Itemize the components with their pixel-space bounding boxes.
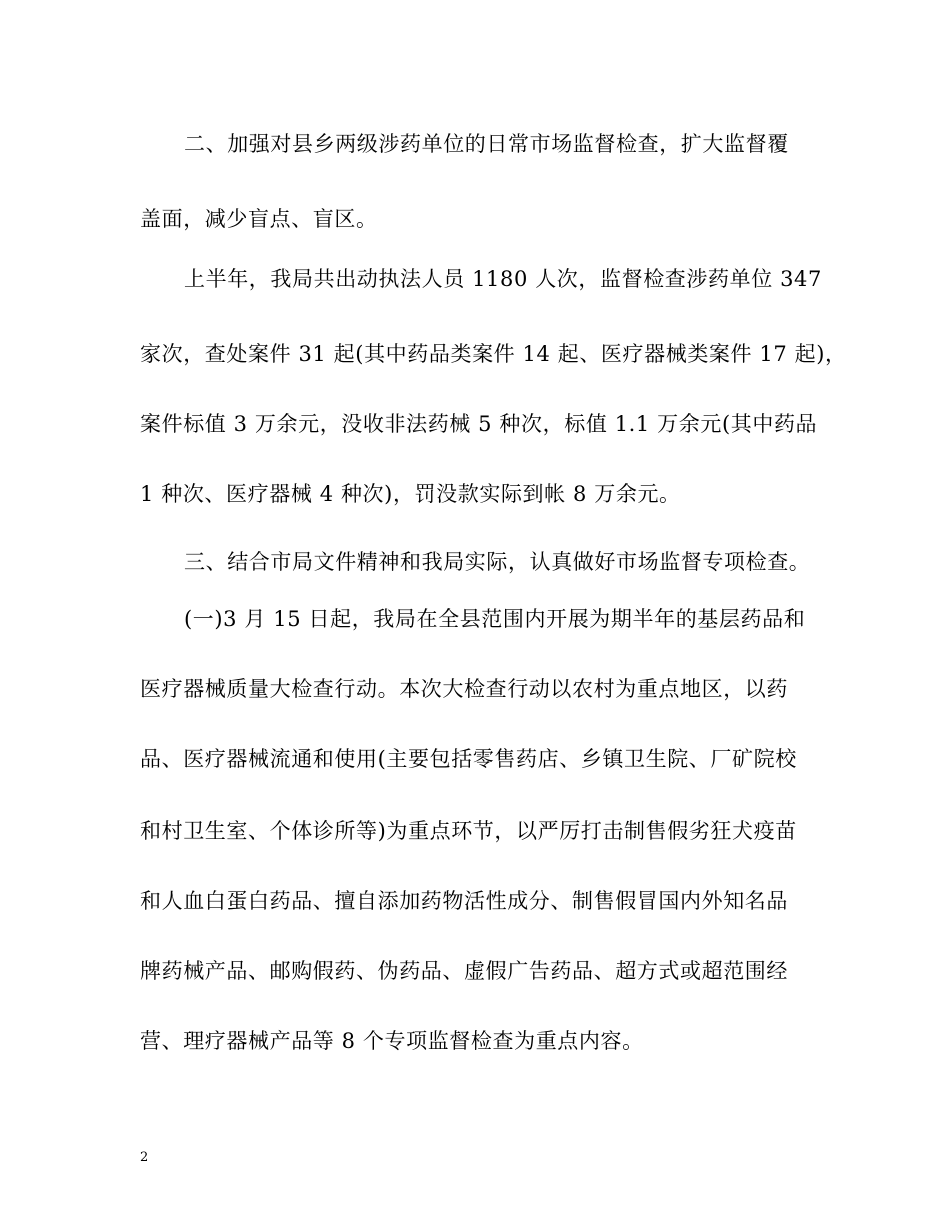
paragraph-line: 医疗器械质量大检查行动。本次大检查行动以农村为重点地区，以药 xyxy=(140,677,788,701)
paragraph-line: 案件标值 3 万余元，没收非法药械 5 种次，标值 1.1 万余元(其中药品 xyxy=(140,412,818,436)
paragraph-line: 品、医疗器械流通和使用(主要包括零售药店、乡镇卫生院、厂矿院校 xyxy=(140,747,797,771)
page-number: 2 xyxy=(140,1150,149,1165)
paragraph-line: (一)3 月 15 日起，我局在全县范围内开展为期半年的基层药品和 xyxy=(184,607,806,631)
paragraph-line: 牌药械产品、邮购假药、伪药品、虚假广告药品、超方式或超范围经 xyxy=(140,959,788,983)
paragraph-line: 家次，查处案件 31 起(其中药品类案件 14 起、医疗器械类案件 17 起)， xyxy=(140,342,847,366)
paragraph-line: 1 种次、医疗器械 4 种次)，罚没款实际到帐 8 万余元。 xyxy=(140,482,681,506)
paragraph-line: 二、加强对县乡两级涉药单位的日常市场监督检查，扩大监督覆 xyxy=(184,132,789,156)
paragraph-line: 和村卫生室、个体诊所等)为重点环节，以严厉打击制售假劣狂犬疫苗 xyxy=(140,819,797,843)
paragraph-line: 营、理疗器械产品等 8 个专项监督检查为重点内容。 xyxy=(140,1029,644,1053)
paragraph-line: 和人血白蛋白药品、擅自添加药物活性成分、制售假冒国内外知名品 xyxy=(140,889,788,913)
paragraph-line: 盖面，减少盲点、盲区。 xyxy=(140,207,378,231)
paragraph-line: 三、结合市局文件精神和我局实际，认真做好市场监督专项检查。 xyxy=(184,550,811,574)
paragraph-line: 上半年，我局共出动执法人员 1180 人次，监督检查涉药单位 347 xyxy=(184,267,822,291)
